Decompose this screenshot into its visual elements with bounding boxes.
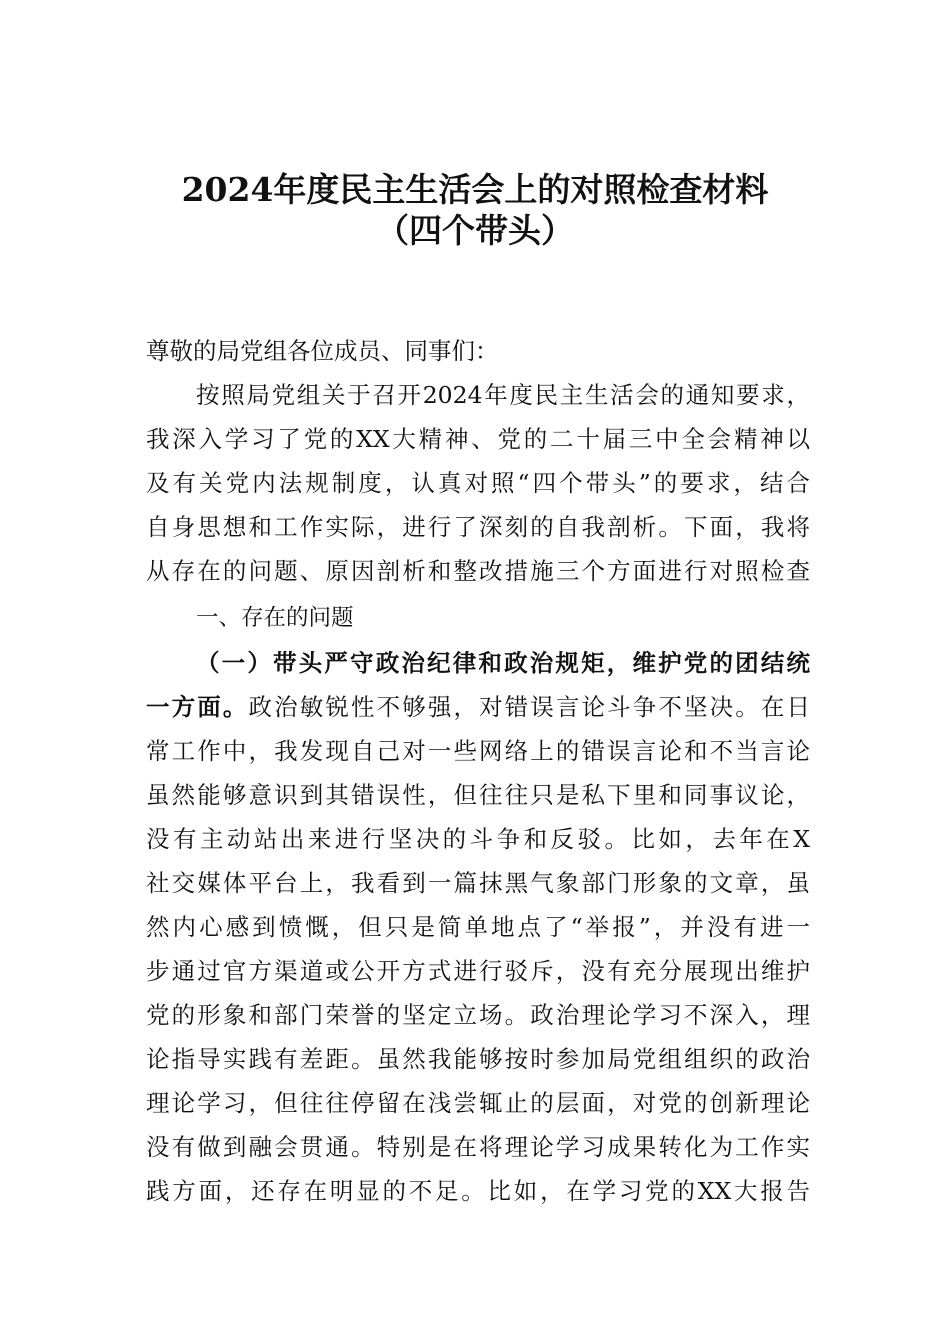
intro-line: 自身思想和工作实际，进行了深刻的自我剖析。下面，我将: [146, 513, 810, 541]
body-line: 然内心感到愤慨，但只是简单地点了“举报”，并没有进一: [146, 913, 810, 941]
salutation: 尊敬的局党组各位成员、同事们：: [146, 337, 499, 365]
body-line: 步通过官方渠道或公开方式进行驳斥，没有充分展现出维护: [146, 957, 810, 985]
body-line: 没有做到融会贯通。特别是在将理论学习成果转化为工作实: [146, 1133, 810, 1161]
body-line: 虽然能够意识到其错误性，但往往只是私下里和同事议论，: [146, 781, 810, 809]
subheading-end: 一方面。: [146, 693, 249, 721]
body-line: 理论学习，但往往停留在浅尝辄止的层面，对党的创新理论: [146, 1089, 810, 1117]
intro-line: 我深入学习了党的XX大精神、党的二十届三中全会精神以: [146, 425, 810, 453]
document-subtitle: （四个带头）: [376, 211, 574, 250]
body-text: 政治敏锐性不够强，对错误言论斗争不坚决。在日: [248, 693, 810, 721]
body-line: 践方面，还存在明显的不足。比如，在学习党的XX大报告: [146, 1177, 810, 1205]
body-line: 常工作中，我发现自己对一些网络上的错误言论和不当言论: [146, 737, 810, 765]
body-line: 社交媒体平台上，我看到一篇抹黑气象部门形象的文章，虽: [146, 869, 810, 897]
intro-line: 按照局党组关于召开2024年度民主生活会的通知要求，: [196, 381, 810, 409]
intro-line: 及有关党内法规制度，认真对照“四个带头”的要求，结合: [146, 469, 810, 497]
body-line: 论指导实践有差距。虽然我能够按时参加局党组组织的政治: [146, 1045, 810, 1073]
intro-line: 从存在的问题、原因剖析和整改措施三个方面进行对照检查: [146, 557, 810, 585]
section-heading: 一、存在的问题: [196, 605, 354, 631]
body-line: 党的形象和部门荣誉的坚定立场。政治理论学习不深入，理: [146, 1001, 810, 1029]
document-title: 2024年度民主生活会上的对照检查材料: [181, 170, 769, 209]
body-line: [146, 692, 810, 722]
subheading: （一）带头严守政治纪律和政治规矩，维护党的团结统: [196, 649, 810, 677]
body-line: 没有主动站出来进行坚决的斗争和反驳。比如，去年在X: [146, 825, 810, 853]
